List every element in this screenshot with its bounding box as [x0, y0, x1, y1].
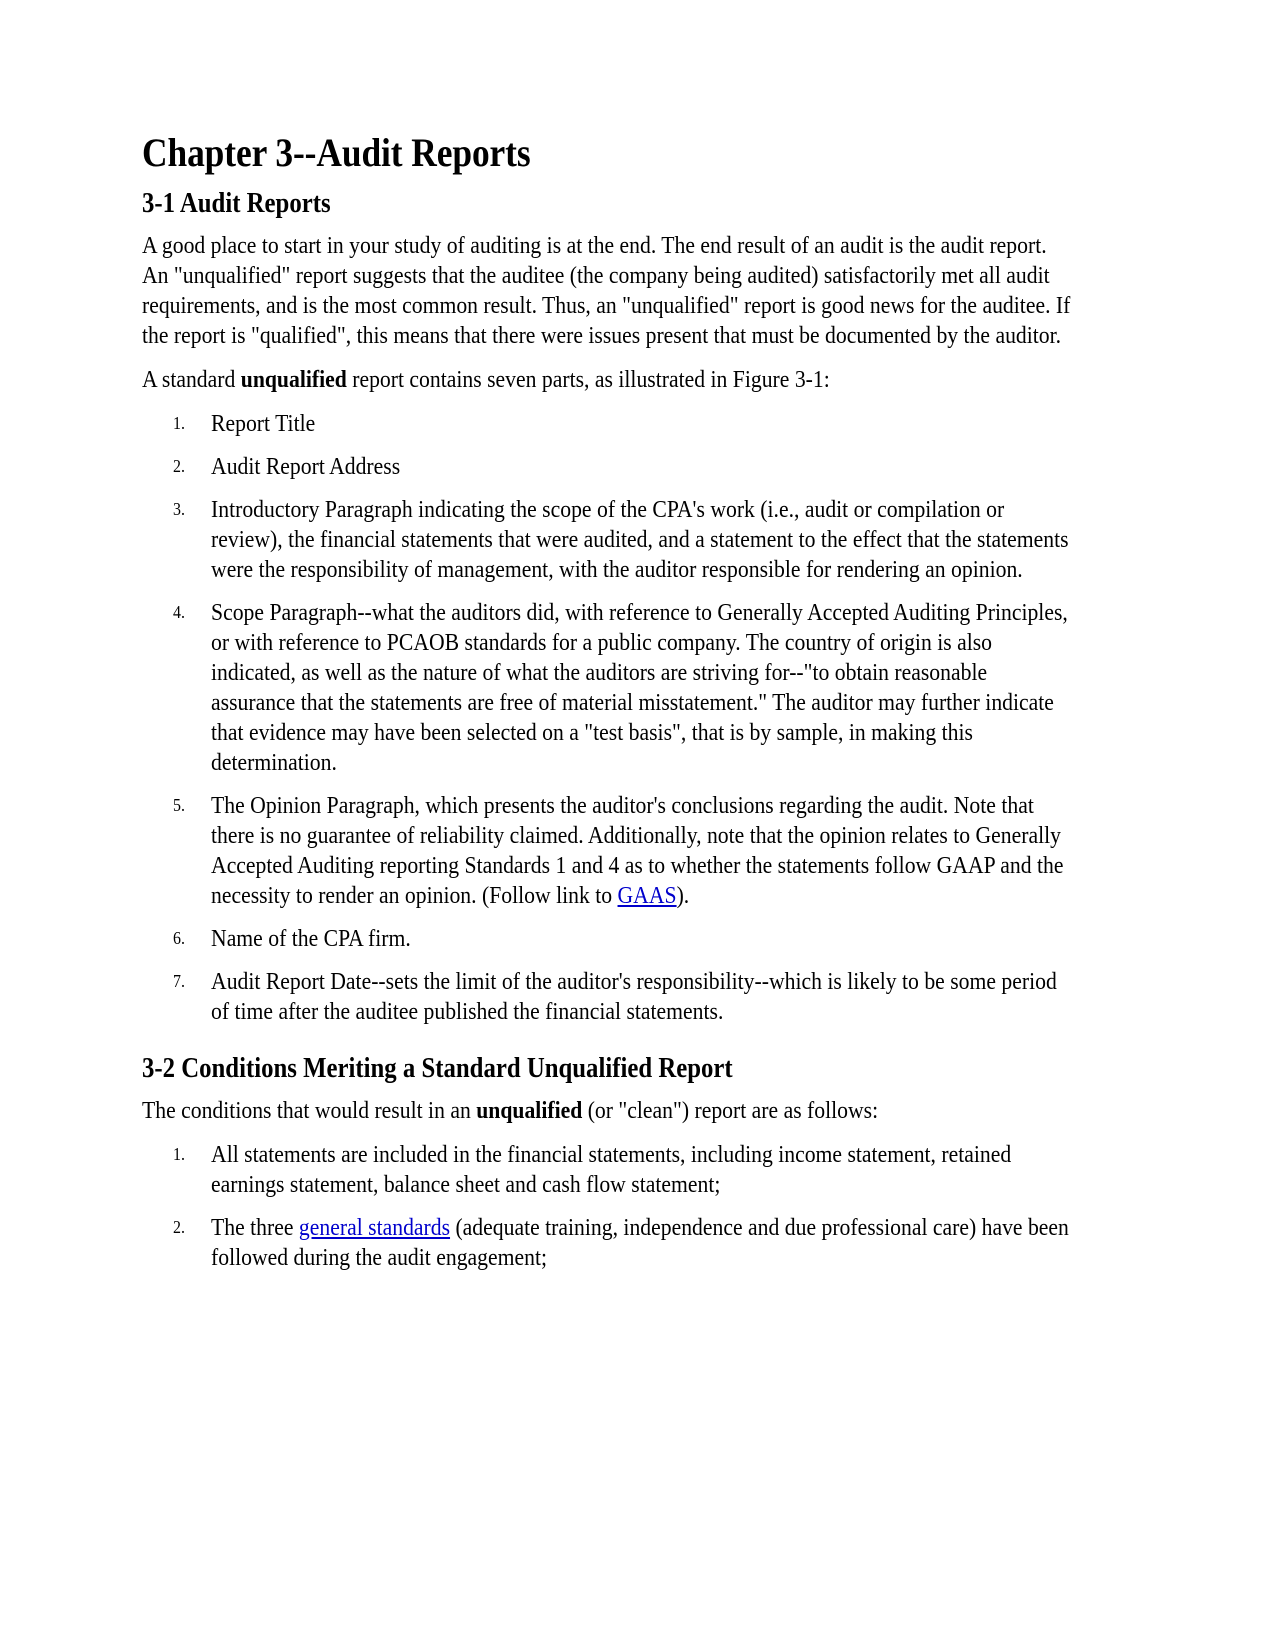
list-item-text: Scope Paragraph--what the auditors did, with reference to Generally Accepted Auditing Principles, or with reference to PCAOB standards for a public company. The country of origin is also indicated, as well as the nature of what the auditors are striving for--"to obtain reasonable assurance that the statements are free of material misstatement." The auditor may further indicate that evidence may have been selected on a "test basis", that is by sample, in making this determination.	[211, 598, 1068, 776]
general-standards-link[interactable]: general standards	[298, 1214, 451, 1242]
intro-tail-text: (or "clean") report are as follows:	[582, 1097, 879, 1125]
list-item	[142, 1213, 1075, 1273]
list-item-text: Introductory Paragraph indicating the scope of the CPA's work (i.e., audit or compilation or review), the financial statements that were audited, and a statement to the effect that the statements were the responsibility of management, with the auditor responsible for rendering an opinion.	[211, 495, 1069, 583]
intro-bold-term: unqualified	[240, 365, 347, 393]
list-item	[142, 495, 1075, 585]
list-item	[142, 924, 1075, 954]
list-item	[142, 598, 1075, 778]
list-item-text: Name of the CPA firm.	[211, 924, 411, 952]
section-3-2-numbered-list	[142, 1140, 1075, 1273]
section-heading-3-2: 3-2 Conditions Meriting a Standard Unqualified Report	[142, 1052, 733, 1084]
list-item-text: Audit Report Address	[211, 452, 401, 480]
intro-lead-text: A standard	[142, 365, 241, 393]
list-item	[142, 409, 1075, 439]
list-item-text: All statements are included in the financial statements, including income statement, retained earnings statement, balance sheet and cash flow statement;	[211, 1141, 1012, 1199]
section-3-1-numbered-list	[142, 409, 1075, 1027]
intro-tail-text: report contains seven parts, as illustrated in Figure 3-1:	[346, 365, 830, 393]
list-item	[142, 791, 1075, 911]
intro-lead-text: The conditions that would result in an	[142, 1097, 477, 1125]
list-item-text-before-link: The Opinion Paragraph, which presents the auditor's conclusions regarding the audit. Note that there is no guarantee of reliability claimed. Additionally, note that the opinion relates to Generally Accepted Auditing reporting Standards 1 and 4 as to whether the statements follow GAAP and the necessity to render an opinion. (Follow link to	[211, 791, 1064, 909]
list-item	[142, 967, 1075, 1027]
page-title: Chapter 3--Audit Reports	[142, 130, 531, 175]
section-3-2-intro-line	[142, 1096, 1075, 1126]
section-3-1-intro-line	[142, 365, 1075, 395]
gaas-link[interactable]: GAAS	[617, 881, 677, 909]
section-heading-3-1: 3-1 Audit Reports	[142, 188, 331, 220]
list-item-text: Audit Report Date--sets the limit of the auditor's responsibility--which is likely to be some period of time after the auditee published the financial statements.	[211, 967, 1057, 1025]
list-item-text-after-link: (adequate training, independence and due professional care) have been followed during the audit engagement;	[211, 1214, 1069, 1272]
list-item-text: Report Title	[211, 409, 316, 437]
list-item	[142, 1140, 1075, 1200]
list-item-text-after-link: ).	[676, 881, 690, 909]
list-item	[142, 452, 1075, 482]
list-item-text-before-link: The three	[211, 1214, 299, 1242]
section-3-1-paragraph-1: A good place to start in your study of auditing is at the end. The end result of an audit is the audit report. An "unqualified" report suggests that the auditee (the company being audited) satisfactorily met all audit requirements, and is the most common result. Thus, an "unqualified" report is good news for the auditee. If the report is "qualified", this means that there were issues present that must be documented by the auditor.	[142, 231, 1071, 349]
page-content-column	[142, 132, 1075, 1273]
intro-bold-term: unqualified	[476, 1097, 583, 1125]
